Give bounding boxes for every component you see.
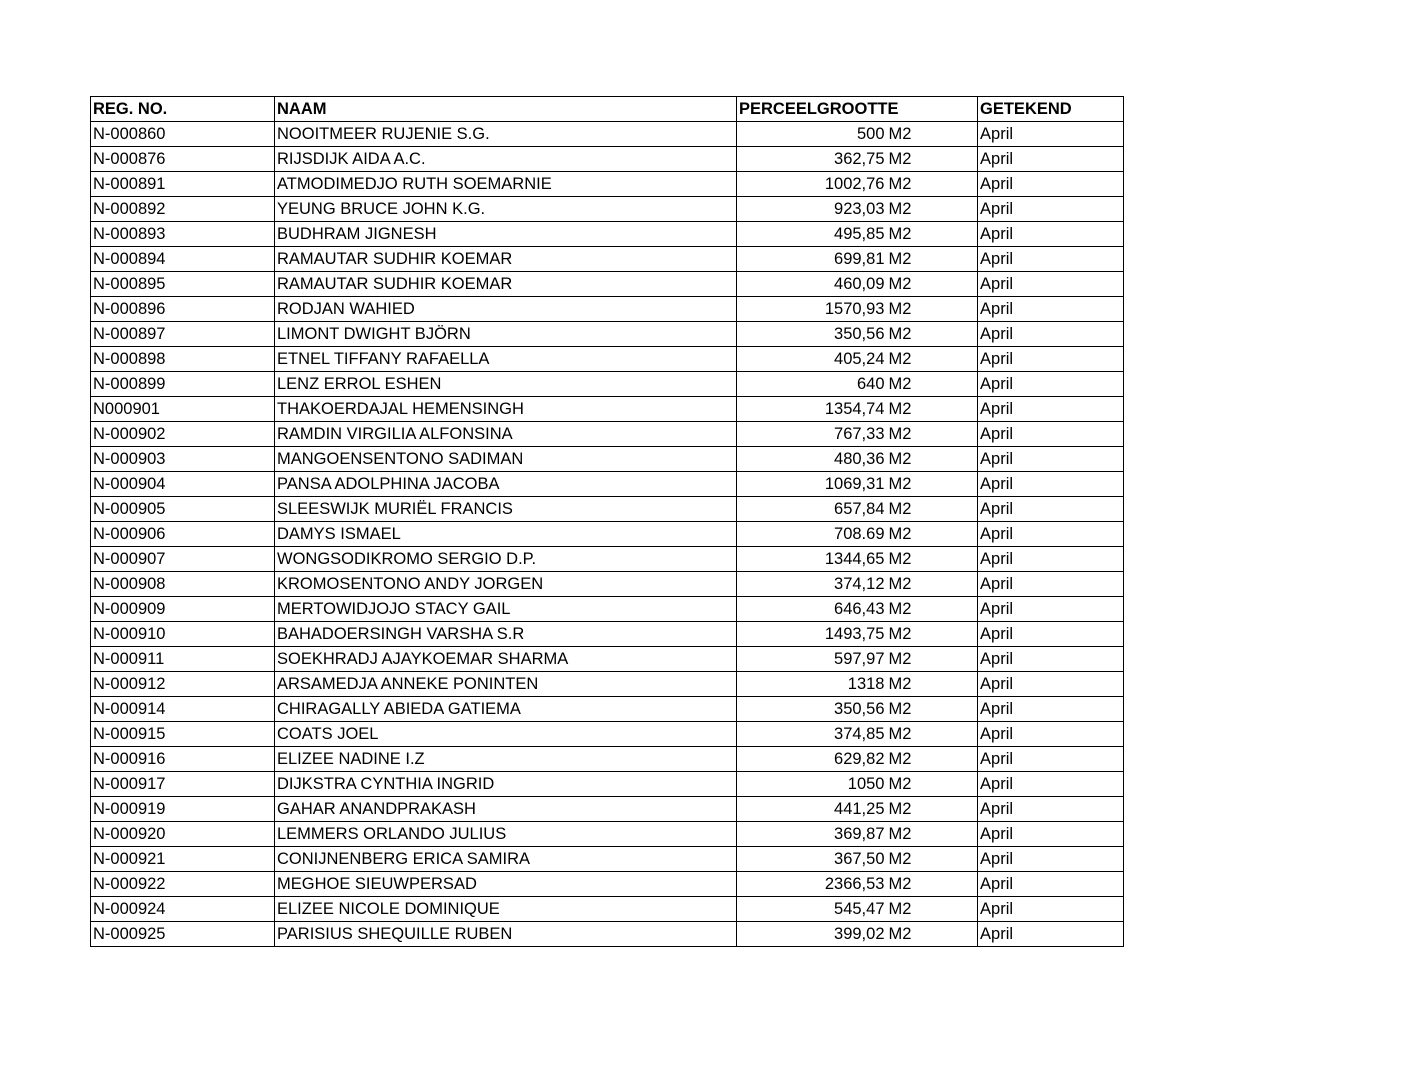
cell-reg-no: N-000911 <box>91 647 275 672</box>
cell-reg-no: N-000921 <box>91 847 275 872</box>
cell-getekend: April <box>978 397 1124 422</box>
cell-getekend: April <box>978 297 1124 322</box>
cell-reg-no: N-000915 <box>91 722 275 747</box>
cell-unit: M2 <box>887 347 978 372</box>
cell-naam: MANGOENSENTONO SADIMAN <box>275 447 737 472</box>
register-sheet <box>90 96 1124 947</box>
cell-reg-no: N-000906 <box>91 522 275 547</box>
table-row <box>91 422 1124 447</box>
cell-unit: M2 <box>887 222 978 247</box>
cell-perceelgrootte: 495,85 <box>737 222 887 247</box>
cell-naam: RAMAUTAR SUDHIR KOEMAR <box>275 247 737 272</box>
table-row <box>91 272 1124 297</box>
table-row <box>91 672 1124 697</box>
cell-naam: DIJKSTRA CYNTHIA INGRID <box>275 772 737 797</box>
cell-reg-no: N-000924 <box>91 897 275 922</box>
cell-getekend: April <box>978 172 1124 197</box>
cell-perceelgrootte: 1354,74 <box>737 397 887 422</box>
cell-getekend: April <box>978 247 1124 272</box>
cell-getekend: April <box>978 897 1124 922</box>
cell-naam: LENZ ERROL ESHEN <box>275 372 737 397</box>
cell-perceelgrootte: 369,87 <box>737 822 887 847</box>
cell-unit: M2 <box>887 372 978 397</box>
cell-getekend: April <box>978 322 1124 347</box>
table-row <box>91 797 1124 822</box>
cell-reg-no: N-000903 <box>91 447 275 472</box>
cell-naam: WONGSODIKROMO SERGIO D.P. <box>275 547 737 572</box>
cell-unit: M2 <box>887 797 978 822</box>
cell-unit: M2 <box>887 322 978 347</box>
cell-reg-no: N-000907 <box>91 547 275 572</box>
cell-perceelgrootte: 362,75 <box>737 147 887 172</box>
cell-reg-no: N-000892 <box>91 197 275 222</box>
table-row <box>91 397 1124 422</box>
table-row <box>91 222 1124 247</box>
cell-naam: RAMDIN VIRGILIA ALFONSINA <box>275 422 737 447</box>
cell-getekend: April <box>978 422 1124 447</box>
cell-getekend: April <box>978 747 1124 772</box>
cell-perceelgrootte: 699,81 <box>737 247 887 272</box>
cell-unit: M2 <box>887 197 978 222</box>
cell-reg-no: N-000898 <box>91 347 275 372</box>
cell-getekend: April <box>978 822 1124 847</box>
cell-reg-no: N-000922 <box>91 872 275 897</box>
table-row <box>91 847 1124 872</box>
header-naam: NAAM <box>275 97 737 122</box>
cell-unit: M2 <box>887 147 978 172</box>
cell-unit: M2 <box>887 897 978 922</box>
cell-getekend: April <box>978 597 1124 622</box>
cell-getekend: April <box>978 697 1124 722</box>
cell-perceelgrootte: 708.69 <box>737 522 887 547</box>
cell-naam: ELIZEE NADINE I.Z <box>275 747 737 772</box>
table-row <box>91 922 1124 947</box>
cell-naam: MEGHOE SIEUWPERSAD <box>275 872 737 897</box>
cell-reg-no: N-000902 <box>91 422 275 447</box>
cell-perceelgrootte: 500 <box>737 122 887 147</box>
cell-reg-no: N-000904 <box>91 472 275 497</box>
cell-perceelgrootte: 1069,31 <box>737 472 887 497</box>
cell-naam: YEUNG BRUCE JOHN K.G. <box>275 197 737 222</box>
table-row <box>91 647 1124 672</box>
cell-reg-no: N-000925 <box>91 922 275 947</box>
cell-naam: CHIRAGALLY ABIEDA GATIEMA <box>275 697 737 722</box>
cell-reg-no: N000901 <box>91 397 275 422</box>
table-row <box>91 172 1124 197</box>
table-row <box>91 897 1124 922</box>
cell-reg-no: N-000895 <box>91 272 275 297</box>
table-row <box>91 747 1124 772</box>
cell-naam: LIMONT DWIGHT BJÖRN <box>275 322 737 347</box>
cell-unit: M2 <box>887 272 978 297</box>
cell-naam: ELIZEE NICOLE DOMINIQUE <box>275 897 737 922</box>
cell-getekend: April <box>978 797 1124 822</box>
cell-getekend: April <box>978 722 1124 747</box>
cell-naam: NOOITMEER RUJENIE S.G. <box>275 122 737 147</box>
cell-reg-no: N-000909 <box>91 597 275 622</box>
table-row <box>91 622 1124 647</box>
cell-naam: SOEKHRADJ AJAYKOEMAR SHARMA <box>275 647 737 672</box>
cell-reg-no: N-000912 <box>91 672 275 697</box>
cell-naam: BAHADOERSINGH VARSHA S.R <box>275 622 737 647</box>
cell-getekend: April <box>978 547 1124 572</box>
cell-reg-no: N-000917 <box>91 772 275 797</box>
cell-getekend: April <box>978 572 1124 597</box>
cell-unit: M2 <box>887 422 978 447</box>
cell-perceelgrootte: 629,82 <box>737 747 887 772</box>
cell-reg-no: N-000910 <box>91 622 275 647</box>
cell-unit: M2 <box>887 872 978 897</box>
cell-naam: GAHAR ANANDPRAKASH <box>275 797 737 822</box>
cell-getekend: April <box>978 622 1124 647</box>
cell-getekend: April <box>978 147 1124 172</box>
cell-reg-no: N-000860 <box>91 122 275 147</box>
cell-getekend: April <box>978 472 1124 497</box>
header-row <box>91 97 1124 122</box>
cell-reg-no: N-000920 <box>91 822 275 847</box>
cell-perceelgrootte: 1493,75 <box>737 622 887 647</box>
cell-reg-no: N-000894 <box>91 247 275 272</box>
register-rows <box>91 122 1124 947</box>
table-row <box>91 297 1124 322</box>
cell-perceelgrootte: 1050 <box>737 772 887 797</box>
cell-perceelgrootte: 399,02 <box>737 922 887 947</box>
cell-unit: M2 <box>887 522 978 547</box>
cell-unit: M2 <box>887 747 978 772</box>
cell-unit: M2 <box>887 822 978 847</box>
table-row <box>91 347 1124 372</box>
table-row <box>91 322 1124 347</box>
cell-perceelgrootte: 640 <box>737 372 887 397</box>
cell-perceelgrootte: 460,09 <box>737 272 887 297</box>
cell-naam: PANSA ADOLPHINA JACOBA <box>275 472 737 497</box>
cell-unit: M2 <box>887 922 978 947</box>
cell-getekend: April <box>978 672 1124 697</box>
cell-naam: ETNEL TIFFANY RAFAELLA <box>275 347 737 372</box>
cell-unit: M2 <box>887 172 978 197</box>
table-row <box>91 472 1124 497</box>
cell-perceelgrootte: 367,50 <box>737 847 887 872</box>
cell-perceelgrootte: 646,43 <box>737 597 887 622</box>
cell-reg-no: N-000916 <box>91 747 275 772</box>
cell-naam: THAKOERDAJAL HEMENSINGH <box>275 397 737 422</box>
table-row <box>91 497 1124 522</box>
cell-perceelgrootte: 545,47 <box>737 897 887 922</box>
cell-perceelgrootte: 1570,93 <box>737 297 887 322</box>
cell-perceelgrootte: 374,12 <box>737 572 887 597</box>
cell-getekend: April <box>978 347 1124 372</box>
cell-naam: KROMOSENTONO ANDY JORGEN <box>275 572 737 597</box>
header-getekend: GETEKEND <box>978 97 1124 122</box>
cell-naam: SLEESWIJK MURIËL FRANCIS <box>275 497 737 522</box>
table-row <box>91 522 1124 547</box>
cell-perceelgrootte: 374,85 <box>737 722 887 747</box>
table-row <box>91 872 1124 897</box>
cell-unit: M2 <box>887 672 978 697</box>
cell-naam: LEMMERS ORLANDO JULIUS <box>275 822 737 847</box>
cell-reg-no: N-000897 <box>91 322 275 347</box>
cell-unit: M2 <box>887 547 978 572</box>
cell-unit: M2 <box>887 647 978 672</box>
cell-naam: DAMYS ISMAEL <box>275 522 737 547</box>
table-row <box>91 447 1124 472</box>
table-row <box>91 697 1124 722</box>
cell-perceelgrootte: 1318 <box>737 672 887 697</box>
table-row <box>91 247 1124 272</box>
cell-perceelgrootte: 2366,53 <box>737 872 887 897</box>
cell-naam: RIJSDIJK AIDA A.C. <box>275 147 737 172</box>
cell-getekend: April <box>978 372 1124 397</box>
cell-naam: RAMAUTAR SUDHIR KOEMAR <box>275 272 737 297</box>
table-row <box>91 197 1124 222</box>
cell-reg-no: N-000876 <box>91 147 275 172</box>
cell-naam: PARISIUS SHEQUILLE RUBEN <box>275 922 737 947</box>
table-row <box>91 547 1124 572</box>
table-row <box>91 597 1124 622</box>
cell-perceelgrootte: 767,33 <box>737 422 887 447</box>
cell-perceelgrootte: 1002,76 <box>737 172 887 197</box>
cell-getekend: April <box>978 497 1124 522</box>
cell-unit: M2 <box>887 572 978 597</box>
cell-reg-no: N-000896 <box>91 297 275 322</box>
cell-perceelgrootte: 405,24 <box>737 347 887 372</box>
cell-perceelgrootte: 480,36 <box>737 447 887 472</box>
table-row <box>91 122 1124 147</box>
cell-unit: M2 <box>887 122 978 147</box>
cell-getekend: April <box>978 222 1124 247</box>
cell-perceelgrootte: 350,56 <box>737 697 887 722</box>
cell-getekend: April <box>978 272 1124 297</box>
cell-unit: M2 <box>887 697 978 722</box>
header-reg-no: REG. NO. <box>91 97 275 122</box>
cell-perceelgrootte: 597,97 <box>737 647 887 672</box>
cell-naam: ATMODIMEDJO RUTH SOEMARNIE <box>275 172 737 197</box>
cell-getekend: April <box>978 122 1124 147</box>
cell-unit: M2 <box>887 397 978 422</box>
cell-getekend: April <box>978 522 1124 547</box>
parcel-register-table <box>90 96 1124 947</box>
table-row <box>91 822 1124 847</box>
cell-unit: M2 <box>887 722 978 747</box>
cell-unit: M2 <box>887 247 978 272</box>
cell-unit: M2 <box>887 622 978 647</box>
cell-naam: ARSAMEDJA ANNEKE PONINTEN <box>275 672 737 697</box>
cell-perceelgrootte: 923,03 <box>737 197 887 222</box>
table-row <box>91 147 1124 172</box>
cell-unit: M2 <box>887 847 978 872</box>
cell-getekend: April <box>978 197 1124 222</box>
cell-reg-no: N-000919 <box>91 797 275 822</box>
cell-getekend: April <box>978 447 1124 472</box>
cell-reg-no: N-000899 <box>91 372 275 397</box>
cell-perceelgrootte: 441,25 <box>737 797 887 822</box>
cell-naam: MERTOWIDJOJO STACY GAIL <box>275 597 737 622</box>
cell-reg-no: N-000908 <box>91 572 275 597</box>
cell-reg-no: N-000905 <box>91 497 275 522</box>
cell-unit: M2 <box>887 472 978 497</box>
cell-unit: M2 <box>887 597 978 622</box>
cell-naam: RODJAN WAHIED <box>275 297 737 322</box>
cell-getekend: April <box>978 847 1124 872</box>
table-row <box>91 372 1124 397</box>
cell-getekend: April <box>978 922 1124 947</box>
cell-getekend: April <box>978 772 1124 797</box>
cell-getekend: April <box>978 872 1124 897</box>
cell-unit: M2 <box>887 497 978 522</box>
cell-reg-no: N-000891 <box>91 172 275 197</box>
cell-unit: M2 <box>887 772 978 797</box>
cell-unit: M2 <box>887 297 978 322</box>
cell-unit: M2 <box>887 447 978 472</box>
cell-naam: COATS JOEL <box>275 722 737 747</box>
cell-perceelgrootte: 657,84 <box>737 497 887 522</box>
cell-perceelgrootte: 350,56 <box>737 322 887 347</box>
cell-reg-no: N-000914 <box>91 697 275 722</box>
cell-naam: CONIJNENBERG ERICA SAMIRA <box>275 847 737 872</box>
cell-getekend: April <box>978 647 1124 672</box>
table-row <box>91 572 1124 597</box>
table-row <box>91 722 1124 747</box>
header-perceelgrootte: PERCEELGROOTTE <box>737 97 978 122</box>
table-row <box>91 772 1124 797</box>
cell-reg-no: N-000893 <box>91 222 275 247</box>
cell-perceelgrootte: 1344,65 <box>737 547 887 572</box>
cell-naam: BUDHRAM JIGNESH <box>275 222 737 247</box>
